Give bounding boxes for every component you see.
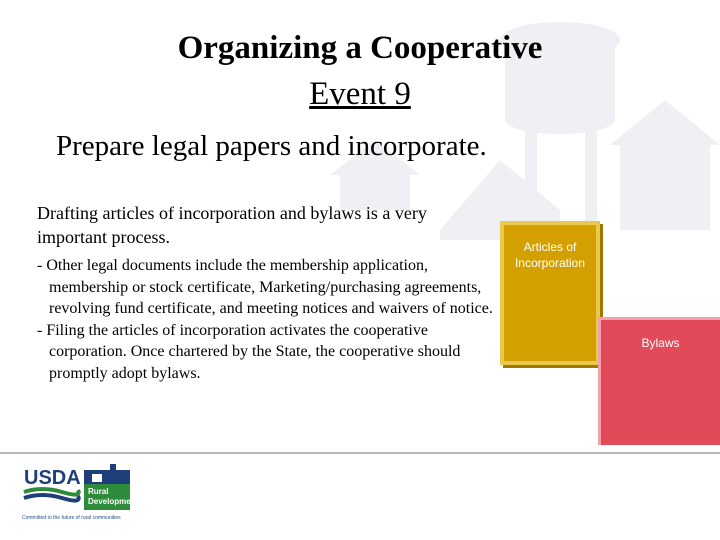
- slide-event-number: Event 9: [309, 76, 411, 112]
- bylaws-box: [598, 317, 720, 445]
- bylaws-label: Bylaws: [641, 336, 680, 350]
- footer-tagline: Committed to the future of rural communities: [22, 515, 121, 521]
- articles-of-incorporation-box: [500, 221, 600, 365]
- footer-divider: [0, 452, 720, 454]
- bullet-filing-articles: - Filing the articles of incorporation activates the cooperative corporation. Once chartered by the State, the cooperative should promptly adopt bylaws.: [37, 321, 461, 382]
- articles-label: Articles of Incorporation: [514, 240, 586, 270]
- logo-usda-text: USDA: [24, 467, 81, 489]
- bullet-other-documents: - Other legal documents include the membership application, membership or stock certificate, Marketing/purchasing agreements, revolving fund certificate, and meeting notices and waivers of notice.: [37, 257, 493, 317]
- slide-subtitle: Prepare legal papers and incorporate.: [56, 130, 487, 162]
- slide-body: [37, 201, 497, 384]
- logo-development-text: Development: [88, 497, 139, 506]
- lead-paragraph: Drafting articles of incorporation and bylaws is a very important process.: [37, 203, 427, 247]
- logo-rural-text: Rural: [88, 487, 109, 496]
- usda-rural-development-logo: [22, 462, 142, 522]
- slide-title: Organizing a Cooperative: [177, 30, 543, 66]
